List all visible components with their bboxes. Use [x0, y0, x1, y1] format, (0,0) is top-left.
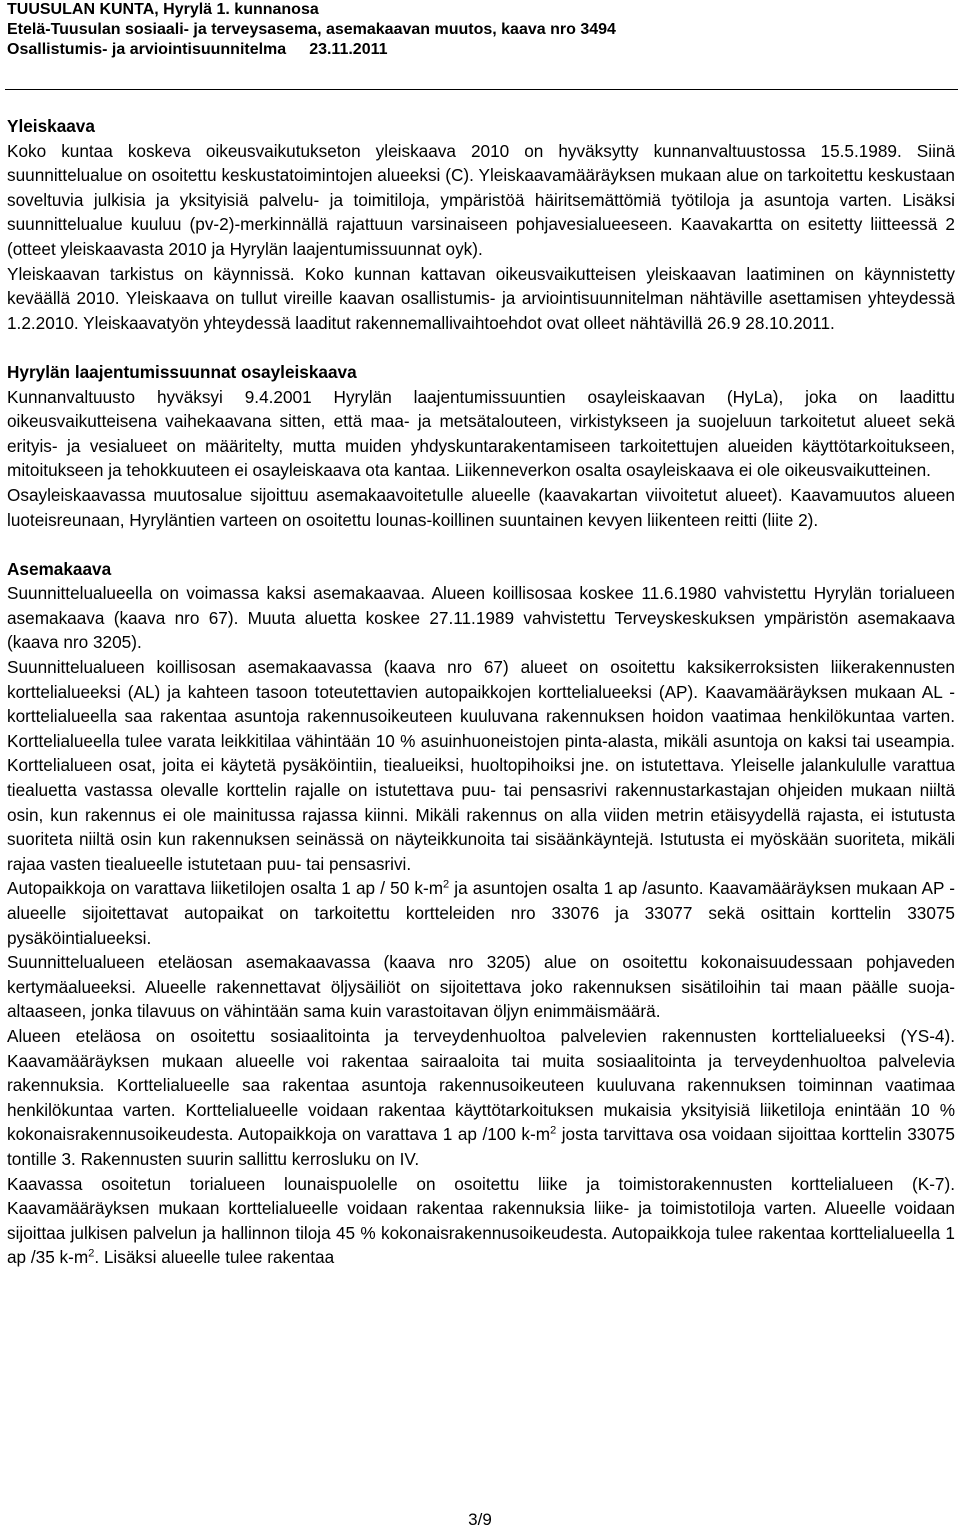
section-spacer — [7, 532, 955, 557]
header-document-title: Osallistumis- ja arviointisuunnitelma — [7, 41, 287, 58]
paragraph-asemakaava-2: Suunnittelualueen koillisosan asemakaavassa (kaava nro 67) alueet on osoitettu kaksikerroksisten liikerakennusten korttelialueeksi (AL) ja kahteen tasoon toteutettavien autopaikkojen korttelialueeksi (AP). Kaavamääräyksen mukaan AL -korttelialueella saa rakentaa asuntoja rakennusoikeuteen kuuluvana rakennuksen hoidon vaatimaa henkilökuntaa varten. Korttelialueella tulee varata leikkitilaa vähintään 10 % asuinhuoneistojen pinta-alasta, mikäli asuntoja on kaksi tai useampia. Korttelialueen osat, joita ei käytetä pysäköintiin, tiealueiksi, huoltopihoiksi jne. on istutettava. Yleiselle jalankululle varattua tiealuetta vastassa olevalle korttelin rajalle on istutettava puu- tai pensasrivi rakennustarkastajan ohjeiden mukaan niiltä osin, kun rakennus ei ole mainitussa rajassa kiinni. Mikäli rakennus on alla viiden metrin etäisyydellä rajasta, ei istutusta suoriteta niiltä osin kun rakennuksen seinässä on näyteikkunoita tai sisäänkäyntejä. Istutusta ei myöskään suoriteta, mikäli rajaa vasten tiealueelle istutetaan puu- tai pensasrivi. — [7, 657, 955, 874]
paragraph-osayleiskaava-1: Kunnanvaltuusto hyväksyi 9.4.2001 Hyrylän laajentumissuuntien osayleiskaavan (HyLa), joka on laadittu oikeusvaikutteisena vaihekaavana sitten, että maa- ja metsätalouteen, virkistykseen ja suojeluun tarkoitetut alueet sekä erityis- ja vesialueet on määritelty, mutta muiden yhdyskuntarakentamiseen tarkoitettujen alueiden käyttötarkoitukseen, mitoitukseen ja tehokkuuteen ei osayleiskaava ota kantaa. Liikenneverkon osalta osayleiskaava ei ole oikeusvaikutteinen. — [7, 386, 955, 481]
paragraph-text: . Lisäksi alueelle tulee rakentaa — [94, 1247, 335, 1268]
paragraph-asemakaava-4: Suunnittelualueen eteläosan asemakaavassa (kaava nro 3205) alue on osoitettu kokonaisuudessaan pohjaveden kertymäalueeksi. Alueelle rakennettavat öljysäiliöt on sijoitettava joko rakennuksen sisätiloihin tai maan päälle suoja-altaaseen, jonka tilavuus on vähintään sama kuin varastoitavan öljyn enimmäismäärä. — [7, 952, 955, 1022]
paragraph-text: josta tarvittava osa voidaan sijoittaa korttelin 33075 tontille 3. Rakennusten suurin sallittu kerrosluku on IV. — [7, 1124, 955, 1169]
paragraph-text: Autopaikkoja on varattava liiketilojen osalta 1 ap / 50 k-m — [7, 878, 444, 899]
paragraph-asemakaava-3 — [7, 876, 955, 950]
paragraph-asemakaava-1: Suunnittelualueella on voimassa kaksi asemakaavaa. Alueen koillisosaa koskee 11.6.1980 vahvistettu Hyrylän torialueen asemakaava (kaava nro 67). Muuta aluetta koskee 27.11.1989 vahvistettu Terveyskeskuksen ympäristön asemakaava (kaava nro 3205). — [7, 583, 955, 653]
paragraph-asemakaava-5 — [7, 1024, 955, 1172]
superscript: 2 — [443, 878, 450, 891]
section-heading-asemakaava: Asemakaava — [7, 558, 112, 579]
superscript: 2 — [88, 1247, 95, 1260]
header-document-type — [7, 40, 616, 60]
header-project-title: Etelä-Tuusulan sosiaali- ja terveysasema, asemakaavan muutos, kaava nro 3494 — [7, 21, 616, 38]
paragraph-text: Kaavassa osoitetun torialueen lounaispuolelle on osoitettu liike ja toimistorakennusten korttelialueen (K-7). Kaavamääräyksen mukaan korttelialueelle voidaan rakentaa rakennuksia liike- ja toimistotiloja varten. Alueelle voidaan sijoittaa julkisen palvelun ja hallinnon tiloja 45 % kokonaisrakennusoikeudesta. Autopaikkoja tulee rakentaa korttelialueella 1 ap /35 k-m — [7, 1173, 955, 1268]
paragraph-yleiskaava-1: Koko kuntaa koskeva oikeusvaikutukseton yleiskaava 2010 on hyväksytty kunnanvaltuustossa 15.5.1989. Siinä suunnittelualue on osoitettu keskustatoimintojen alueeksi (C). Yleiskaavamääräyksen mukaan alue on tarkoitettu keskustaan soveltuvia julkisia ja yksityisiä palvelu- ja toimitiloja, ympäristöä häiritsemättömiä työtiloja ja asuntoja varten. Lisäksi suunnittelualue kuuluu (pv-2)-merkinnällä rajattuun varsinaiseen pohjavesialueeseen. Kaavakartta on esitetty liitteessä 2 (otteet yleiskaavasta 2010 ja Hyrylän laajentumissuunnat oyk). — [7, 140, 955, 259]
paragraph-asemakaava-6 — [7, 1172, 955, 1270]
header-municipality: TUUSULAN KUNTA, Hyrylä 1. kunnanosa — [7, 1, 319, 18]
section-heading-yleiskaava: Yleiskaava — [7, 116, 95, 136]
paragraph-text: ja asuntojen osalta 1 ap /asunto. Kaavamääräyksen mukaan AP -alueelle sijoitettavat autopaikat on tarkoitettu kortteleiden nro 33076 ja 33077 sekä osittain korttelin 33075 pysäköintialueeksi. — [7, 878, 955, 948]
page-number: 3/9 — [468, 1510, 492, 1529]
document-header — [7, 0, 616, 60]
paragraph-yleiskaava-2: Yleiskaavan tarkistus on käynnissä. Koko kunnan kattavan oikeusvaikutteisen yleiskaavan laatiminen on käynnistetty keväällä 2010. Yleiskaava on tullut vireille kaavan osallistumis- ja arviointisuunnitelman nähtäville asettamisen yhteydessä 1.2.2010. Yleiskaavatyön yhteydessä laaditut rakennemallivaihtoehdot ovat olleet nähtävillä 26.9 28.10.2011. — [7, 263, 955, 333]
section-heading-osayleiskaava: Hyrylän laajentumissuunnat osayleiskaava — [7, 361, 357, 382]
section-spacer — [7, 335, 955, 360]
paragraph-osayleiskaava-2: Osayleiskaavassa muutosalue sijoittuu asemakaavoitetulle alueelle (kaavakartan viivoitetut alueet). Kaavamuutos alueen luoteisreunaan, Hyryläntien varteen on osoitettu lounas-koillinen suuntainen kevyen liikenteen reitti (liite 2). — [7, 484, 955, 530]
header-divider — [5, 89, 958, 90]
document-body — [7, 114, 955, 1270]
superscript: 2 — [550, 1124, 557, 1137]
paragraph-text: Alueen eteläosa on osoitettu sosiaalitointa ja terveydenhuoltoa palvelevien rakennusten korttelialueeksi (YS-4). Kaavamääräyksen mukaan alueelle voi rakentaa sairaaloita tai muita sosiaalitointa ja terveydenhuoltoa palvelevia rakennuksia. Korttelialueelle saa rakentaa asuntoja rakennusoikeuteen kuuluvana rakennuksen toiminnan vaatimaa henkilökuntaa varten. Korttelialueelle voidaan rakentaa käyttötarkoituksen mukaisia yksityisiä liiketiloja enintään 10 % kokonaisrakennusoikeudesta. Autopaikkoja on varattava 1 ap /100 k-m — [7, 1025, 955, 1145]
header-date: 23.11.2011 — [309, 41, 388, 58]
